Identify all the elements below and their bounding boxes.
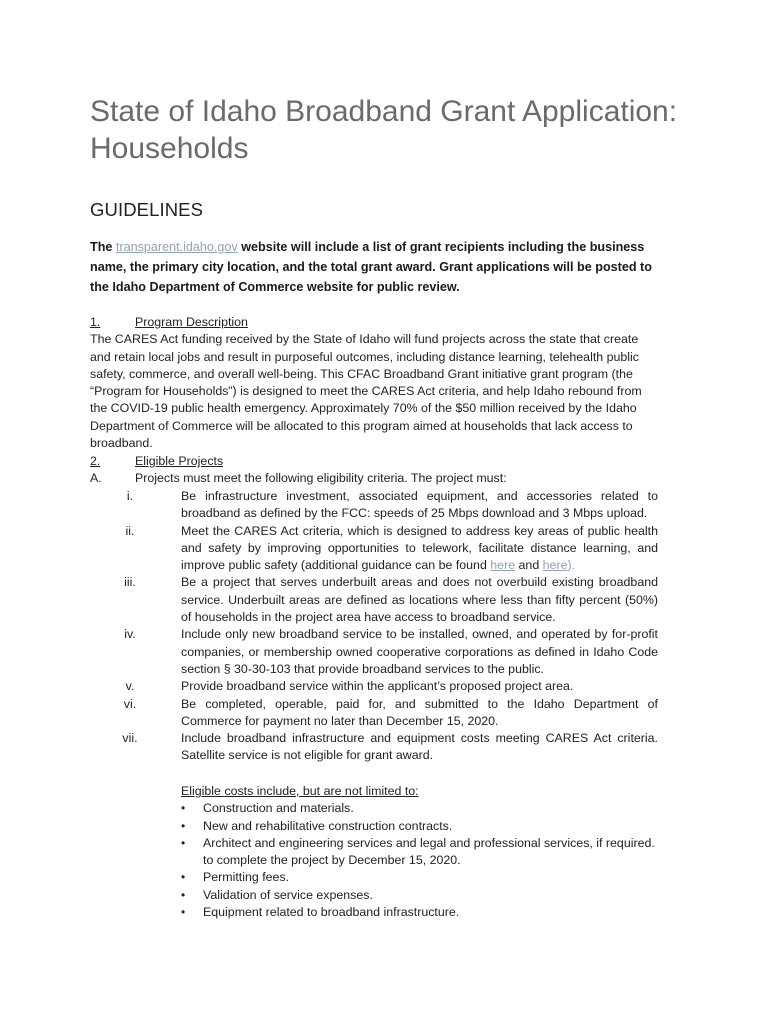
section-1-heading (90, 314, 660, 331)
criteria-number: vii. (122, 731, 138, 746)
criteria-number: i. (126, 489, 134, 503)
subsection-a-text: Projects must meet the following eligibility criteria. The project must: (135, 471, 507, 486)
criteria-item (90, 696, 660, 731)
section-2-number: 2. (90, 454, 101, 468)
transparent-idaho-link[interactable]: transparent.idaho.gov (115, 240, 238, 254)
list-item (181, 835, 661, 870)
criteria-number: iii. (124, 575, 136, 590)
section-2-heading (90, 453, 660, 470)
criteria-item (90, 523, 660, 575)
bullet-icon: • (181, 887, 186, 902)
bullet-icon: • (181, 870, 186, 885)
criteria-text: Be a project that serves underbuilt areas and does not overbuild existing broadband service. Underbuilt areas are defined as locations where less than fifty percent (50%) of households in the project area have access to broadband service. (181, 575, 658, 625)
page-title: State of Idaho Broadband Grant Application: Households (90, 95, 678, 165)
section-program-description (90, 314, 660, 452)
criteria-text: Include broadband infrastructure and equipment costs meeting CARES Act criteria. Satellite service is not eligible for grant award. (181, 731, 658, 763)
guidelines-heading: GUIDELINES (90, 199, 204, 220)
criteria-number: v. (125, 679, 135, 694)
guidance-link-1[interactable]: here (490, 558, 516, 573)
criteria-item (90, 626, 660, 678)
list-item-text: Validation of service expenses. (203, 887, 373, 902)
criteria-text: Provide broadband service within the applicant’s proposed project area. (181, 679, 574, 694)
criteria-text: Be infrastructure investment, associated equipment, and accessories related to broadband as defined by the FCC: speeds of 25 Mbps download and 3 Mbps upload. (181, 489, 658, 521)
subsection-a-letter: A. (90, 471, 102, 486)
criteria-text-part: and (515, 558, 543, 573)
list-item (181, 818, 661, 835)
criteria-text: Include only new broadband service to be installed, owned, and operated by for-profit companies, or membership owned cooperative corporations as defined in Idaho Code section § 30-30-103 that provide broadband services to the public. (181, 627, 658, 676)
subsection-a (90, 470, 660, 487)
intro-paragraph (90, 237, 665, 297)
guidance-link-2[interactable]: here (542, 558, 568, 573)
eligible-costs (181, 783, 661, 921)
bullet-icon: • (181, 905, 186, 920)
list-item (181, 904, 661, 921)
criteria-item (90, 730, 660, 765)
criteria-text (181, 523, 658, 575)
bullet-icon: • (181, 818, 186, 833)
list-item-text: Equipment related to broadband infrastructure. (203, 905, 460, 920)
criteria-number: ii. (125, 523, 135, 538)
criteria-number: vi. (123, 696, 137, 711)
criteria-item (90, 488, 660, 523)
list-item (181, 887, 661, 904)
criteria-text-part: Meet the CARES Act criteria, which is designed to address key areas of public health and safety by improving opportunities to telework, facilitate distance learning, and improve public safety (additional guidance can be found (181, 523, 658, 573)
list-item-text: Construction and materials. (203, 801, 354, 816)
section-eligible-projects (90, 453, 660, 488)
list-item (181, 869, 661, 886)
intro-suffix: website will include a list of grant recipients including the business name, the primary city location, and the total grant award. Grant applications will be posted to the Idaho Department of Commerce website for public review. (90, 240, 652, 294)
criteria-number: iv. (124, 627, 136, 642)
section-1-body: The CARES Act funding received by the State of Idaho will fund projects across the state that create and retain local jobs and result in purposeful outcomes, including distance learning, telehealth public safety, commerce, and overall well-being. This CFAC Broadband Grant initiative grant program (the “Program for Households”) is designed to meet the CARES Act criteria, and help Idaho rebound from the COVID-19 public health emergency. Approximately 70% of the $50 million received by the Idaho Department of Commerce will be allocated to this program aimed at households that lack access to broadband. (90, 332, 642, 451)
list-item (181, 800, 661, 817)
bullet-icon: • (181, 835, 186, 850)
section-1-number: 1. (90, 315, 101, 329)
criteria-item (90, 678, 660, 695)
list-item-text: Permitting fees. (203, 870, 290, 885)
list-item-text: New and rehabilitative construction contracts. (203, 818, 453, 833)
intro-prefix: The (90, 240, 116, 254)
eligible-costs-heading: Eligible costs include, but are not limited to: (181, 784, 419, 798)
bullet-icon: • (181, 801, 186, 816)
criteria-text-part: ). (567, 558, 576, 573)
section-1-title: Program Description (135, 315, 248, 329)
criteria-item (90, 574, 660, 626)
criteria-text: Be completed, operable, paid for, and submitted to the Idaho Department of Commerce for payment no later than December 15, 2020. (181, 696, 658, 728)
section-2-title: Eligible Projects (135, 454, 224, 468)
eligibility-criteria-list (90, 488, 660, 765)
list-item-text: Architect and engineering services and legal and professional services, if required. to complete the project by December 15, 2020. (203, 835, 655, 868)
